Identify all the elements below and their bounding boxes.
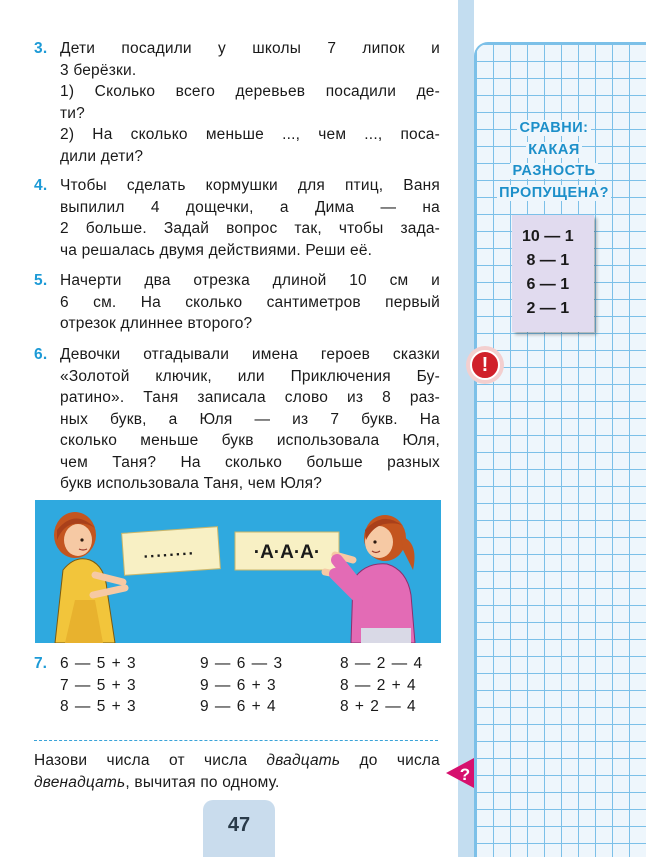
task-number: 6. <box>34 346 48 363</box>
bonus-task-line-1 <box>34 750 440 772</box>
task-text-line: ти? <box>60 104 85 122</box>
task-text-line: Девочки отгадывали имена героев сказки <box>60 346 440 363</box>
girls-illustration <box>35 500 441 643</box>
task-text-line: «Золотой ключик, или Приключения Бу- <box>60 367 440 385</box>
bonus-text: Назови числа от числа <box>34 752 267 769</box>
task-number: 7. <box>34 655 47 672</box>
girls-illustration-svg <box>35 500 441 643</box>
task-text-line: выпилил 4 дощечки, а Дима — на <box>60 198 440 216</box>
expression-column-2 <box>200 653 283 718</box>
task-text-line: ча решалась двумя действиями. Реши её. <box>60 241 373 259</box>
task-text-line: Дети посадили у школы 7 липок и <box>60 40 440 57</box>
exclamation-mark: ! <box>470 350 500 380</box>
expression: 9 — 6 + 3 <box>200 676 277 694</box>
bonus-task <box>34 750 440 794</box>
left-card-text: ........ <box>142 541 196 562</box>
bonus-text-italic: двенадцать <box>34 774 126 791</box>
difference-card <box>512 215 594 332</box>
expression: 8 — 2 + 4 <box>340 676 417 694</box>
expression: 7 — 5 + 3 <box>60 676 137 694</box>
right-card-text: ·А·А·А· <box>253 542 321 563</box>
sidebar-title-line <box>482 118 626 140</box>
sidebar-title <box>482 118 626 204</box>
task-number: 5. <box>34 272 48 289</box>
task-text-line: чем Таня? На сколько больше разных <box>60 453 440 471</box>
task-3 <box>34 38 440 167</box>
question-mark: ? <box>459 765 471 784</box>
sidebar-title-text: КАКАЯ <box>528 141 580 158</box>
bonus-task-line-2 <box>34 772 440 794</box>
sidebar-title-line <box>482 183 626 205</box>
expression: 8 + 2 — 4 <box>340 698 417 715</box>
task-text-line: 1) Сколько всего деревьев посадили де- <box>60 83 440 100</box>
question-icon <box>444 756 476 790</box>
task-text-line: 3 берёзки. <box>60 61 137 79</box>
expression: 8 — 5 + 3 <box>60 698 137 715</box>
exclamation-icon <box>466 346 504 384</box>
sidebar-title-text: СРАВНИ: <box>519 120 589 136</box>
task-text-line: 6 см. На сколько сантиметров первый <box>60 293 440 311</box>
difference-item: 8 — 1 <box>522 252 570 269</box>
sidebar-title-text: ПРОПУЩЕНА? <box>499 184 609 201</box>
expression-column-1 <box>60 653 137 718</box>
task-text-line: букв использовала Таня, чем Юля? <box>60 475 323 492</box>
difference-item: 10 — 1 <box>522 228 574 245</box>
bonus-text: , вычитая по одному. <box>125 774 280 791</box>
task-text-line: ратино». Таня записала слово из 8 раз- <box>60 389 440 406</box>
expression: 9 — 6 — 3 <box>200 655 284 672</box>
difference-item: 6 — 1 <box>522 276 570 293</box>
sidebar-title-text: РАЗНОСТЬ <box>512 163 596 179</box>
task-number: 3. <box>34 40 48 57</box>
task-text-line: сколько меньше букв использовала Юля, <box>60 432 440 449</box>
task-text-line: Начерти два отрезка длиной 10 см и <box>60 272 440 289</box>
task-4 <box>34 175 440 261</box>
sidebar-title-line <box>482 161 626 183</box>
task-text-line: отрезок длиннее второго? <box>60 315 253 332</box>
left-word-card <box>122 527 221 576</box>
page-number: 47 <box>203 800 275 857</box>
expression: 8 — 2 — 4 <box>340 655 424 672</box>
task-text-line: дили дети? <box>60 147 144 165</box>
expression: 6 — 5 + 3 <box>60 655 137 672</box>
bonus-text: до числа <box>340 752 440 769</box>
task-text-line: ных букв, а Юля — из 7 букв. На <box>60 410 440 428</box>
sidebar-title-line <box>482 140 626 162</box>
task-text-line: Чтобы сделать кормушки для птиц, Ваня <box>60 177 440 194</box>
task-text-line: 2) На сколько меньше ..., чем ..., поса- <box>60 126 440 143</box>
difference-item: 2 — 1 <box>522 300 570 317</box>
right-word-card <box>235 532 339 570</box>
task-text-line: 2 больше. Задай вопрос так, чтобы зада- <box>60 220 440 237</box>
bonus-text-italic: двадцать <box>266 752 341 769</box>
dashed-separator <box>34 740 438 741</box>
task-5 <box>34 270 440 335</box>
task-number: 4. <box>34 177 48 194</box>
expression: 9 — 6 + 4 <box>200 698 277 715</box>
margin-strip <box>458 0 474 857</box>
expression-column-3 <box>340 653 423 718</box>
task-6 <box>34 344 440 495</box>
left-girl-figure <box>54 512 125 643</box>
